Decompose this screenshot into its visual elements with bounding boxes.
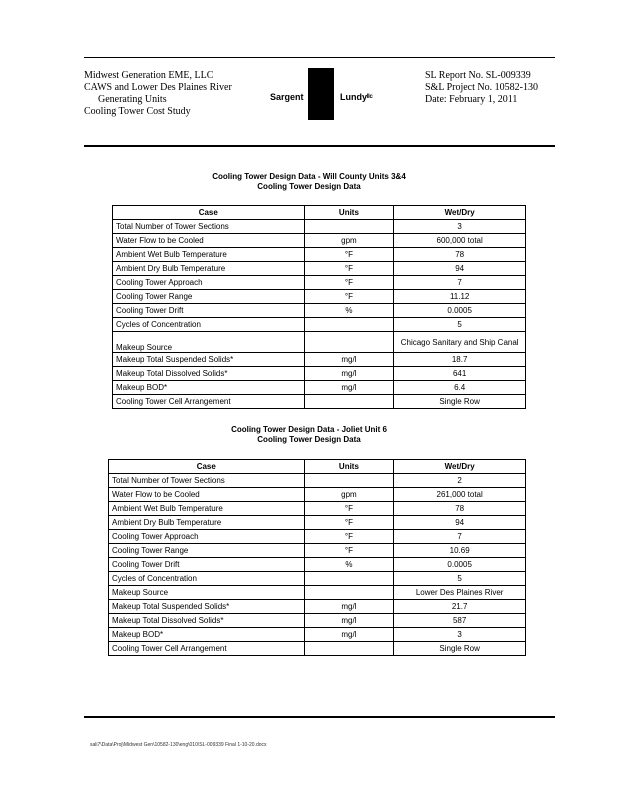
table1-cell-value: 641 — [394, 367, 526, 381]
table2-cell-value: Lower Des Plaines River — [394, 586, 526, 600]
table2-cell-parameter: Ambient Dry Bulb Temperature — [109, 516, 305, 530]
table2-title — [0, 425, 618, 445]
table2-cell-parameter: Cooling Tower Drift — [109, 558, 305, 572]
table2-cell-units: mg/l — [304, 628, 394, 642]
report-number: SL Report No. SL-009339 — [425, 70, 531, 81]
table1-cell-units — [304, 220, 394, 234]
table2-row — [109, 544, 526, 558]
table2-row — [109, 530, 526, 544]
table1-row — [113, 262, 526, 276]
table2-cell-value: Single Row — [394, 642, 526, 656]
table2-cell-value: 5 — [394, 572, 526, 586]
table1-cell-parameter: Makeup BOD* — [113, 381, 305, 395]
table1-cell-units: mg/l — [304, 353, 394, 367]
table1-cell-parameter: Total Number of Tower Sections — [113, 220, 305, 234]
table2-header-wetdry: Wet/Dry — [394, 460, 526, 474]
table2-body — [109, 474, 526, 656]
table1-row — [113, 276, 526, 290]
table1-cell-parameter: Cooling Tower Drift — [113, 304, 305, 318]
table1-cell-value: Single Row — [394, 395, 526, 409]
table2-cell-parameter: Makeup Total Suspended Solids* — [109, 600, 305, 614]
table2-cell-value: 7 — [394, 530, 526, 544]
table2-row — [109, 614, 526, 628]
table1-cell-value: 7 — [394, 276, 526, 290]
table1-row — [113, 290, 526, 304]
table2-cell-parameter: Cycles of Concentration — [109, 572, 305, 586]
table2-cell-value: 21.7 — [394, 600, 526, 614]
table1-cell-value: 11.12 — [394, 290, 526, 304]
table2-row — [109, 586, 526, 600]
table2-row — [109, 642, 526, 656]
table2-row — [109, 558, 526, 572]
table1-row — [113, 234, 526, 248]
table1-cell-value: 3 — [394, 220, 526, 234]
table1-cell-value: 6.4 — [394, 381, 526, 395]
table1-cell-units: mg/l — [304, 381, 394, 395]
table1-cell-parameter: Makeup Total Dissolved Solids* — [113, 367, 305, 381]
table2-header-row — [109, 460, 526, 474]
table1-cell-parameter: Cooling Tower Cell Arrangement — [113, 395, 305, 409]
project-subtitle: Generating Units — [98, 94, 167, 105]
table2-cell-parameter: Cooling Tower Cell Arrangement — [109, 642, 305, 656]
logo-word-right: Lundyˡˡᶜ — [340, 92, 373, 102]
table1-row — [113, 248, 526, 262]
table2-cell-value: 0.0005 — [394, 558, 526, 572]
table1-cell-value: 600,000 total — [394, 234, 526, 248]
table2-cell-value: 261,000 total — [394, 488, 526, 502]
table2-cell-value: 3 — [394, 628, 526, 642]
table2-cell-parameter: Total Number of Tower Sections — [109, 474, 305, 488]
table2-cell-units: °F — [304, 516, 394, 530]
project-name: CAWS and Lower Des Plaines River — [84, 82, 232, 93]
table1-row — [113, 332, 526, 353]
table1-header-case: Case — [113, 206, 305, 220]
table2-cell-value: 94 — [394, 516, 526, 530]
table2-row — [109, 502, 526, 516]
table2-row — [109, 474, 526, 488]
table2-cell-units: mg/l — [304, 614, 394, 628]
table1-cell-parameter: Ambient Wet Bulb Temperature — [113, 248, 305, 262]
table2-cell-units: % — [304, 558, 394, 572]
table2-row — [109, 516, 526, 530]
report-date: Date: February 1, 2011 — [425, 94, 518, 105]
table2 — [108, 459, 526, 656]
table1-cell-parameter: Cooling Tower Range — [113, 290, 305, 304]
table1-row — [113, 318, 526, 332]
table2-cell-units: mg/l — [304, 600, 394, 614]
table1-header-row — [113, 206, 526, 220]
logo-word-left: Sargent — [270, 92, 304, 102]
table1-cell-value: 5 — [394, 318, 526, 332]
table1-row — [113, 304, 526, 318]
project-number: S&L Project No. 10582-130 — [425, 82, 538, 93]
table2-row — [109, 628, 526, 642]
table1-cell-parameter: Water Flow to be Cooled — [113, 234, 305, 248]
table2-cell-parameter: Ambient Wet Bulb Temperature — [109, 502, 305, 516]
table2-cell-units — [304, 586, 394, 600]
footer-rule — [84, 716, 555, 718]
table1-cell-units: gpm — [304, 234, 394, 248]
header-bottom-rule — [84, 145, 555, 147]
table2-cell-units: °F — [304, 530, 394, 544]
table1-header-units: Units — [304, 206, 394, 220]
header-top-rule — [84, 57, 555, 58]
client-name: Midwest Generation EME, LLC — [84, 70, 214, 81]
table2-cell-units: gpm — [304, 488, 394, 502]
table2-cell-parameter: Water Flow to be Cooled — [109, 488, 305, 502]
footer-file-path: sali7\Data\Proj\Midwest Gen\10582-130\eng\010\SL-009339 Final 1-10-20.docx — [90, 742, 267, 748]
table2-cell-units: °F — [304, 544, 394, 558]
table1-cell-units: mg/l — [304, 367, 394, 381]
table2-title-line1: Cooling Tower Design Data - Joliet Unit 6 — [231, 425, 387, 434]
table1-row — [113, 381, 526, 395]
table2-header-case: Case — [109, 460, 305, 474]
table1-cell-value: Chicago Sanitary and Ship Canal — [394, 332, 526, 353]
table2-cell-parameter: Makeup Source — [109, 586, 305, 600]
table1-cell-parameter: Ambient Dry Bulb Temperature — [113, 262, 305, 276]
table2-row — [109, 488, 526, 502]
table2-cell-units — [304, 572, 394, 586]
table1-cell-parameter: Makeup Total Suspended Solids* — [113, 353, 305, 367]
table1-cell-parameter: Makeup Source — [113, 332, 305, 353]
table1-title-line2: Cooling Tower Design Data — [257, 182, 361, 191]
table1-cell-parameter: Cycles of Concentration — [113, 318, 305, 332]
table2-cell-value: 78 — [394, 502, 526, 516]
table1-cell-units: °F — [304, 262, 394, 276]
table2-cell-units — [304, 474, 394, 488]
table2-row — [109, 600, 526, 614]
table1-cell-units: °F — [304, 276, 394, 290]
table1-cell-units — [304, 332, 394, 353]
table2-header-units: Units — [304, 460, 394, 474]
table1-row — [113, 367, 526, 381]
table1-cell-value: 18.7 — [394, 353, 526, 367]
table1-row — [113, 395, 526, 409]
table1 — [112, 205, 526, 409]
sargent-lundy-logo — [270, 68, 375, 120]
table2-cell-parameter: Makeup BOD* — [109, 628, 305, 642]
table1-cell-units: °F — [304, 248, 394, 262]
table2-cell-parameter: Cooling Tower Range — [109, 544, 305, 558]
table1-cell-units: °F — [304, 290, 394, 304]
table2-cell-parameter: Cooling Tower Approach — [109, 530, 305, 544]
table1-cell-units: % — [304, 304, 394, 318]
table1-title-line1: Cooling Tower Design Data - Will County Units 3&4 — [212, 172, 406, 181]
table1-cell-value: 0.0005 — [394, 304, 526, 318]
table2-title-line2: Cooling Tower Design Data — [257, 435, 361, 444]
header-left-block — [84, 70, 232, 118]
table2-cell-parameter: Makeup Total Dissolved Solids* — [109, 614, 305, 628]
table1-cell-units — [304, 395, 394, 409]
table1-row — [113, 220, 526, 234]
table1-cell-units — [304, 318, 394, 332]
table2-cell-value: 587 — [394, 614, 526, 628]
logo-block — [308, 68, 334, 120]
table1-cell-parameter: Cooling Tower Approach — [113, 276, 305, 290]
table2-row — [109, 572, 526, 586]
table1-cell-value: 94 — [394, 262, 526, 276]
table1-header-wetdry: Wet/Dry — [394, 206, 526, 220]
table2-cell-value: 10.69 — [394, 544, 526, 558]
header-right-block — [425, 70, 538, 106]
table1-title — [0, 172, 618, 192]
table1-cell-value: 78 — [394, 248, 526, 262]
table2-cell-units: °F — [304, 502, 394, 516]
table1-body — [113, 220, 526, 409]
study-name: Cooling Tower Cost Study — [84, 106, 191, 117]
table1-row — [113, 353, 526, 367]
table2-cell-units — [304, 642, 394, 656]
table2-cell-value: 2 — [394, 474, 526, 488]
